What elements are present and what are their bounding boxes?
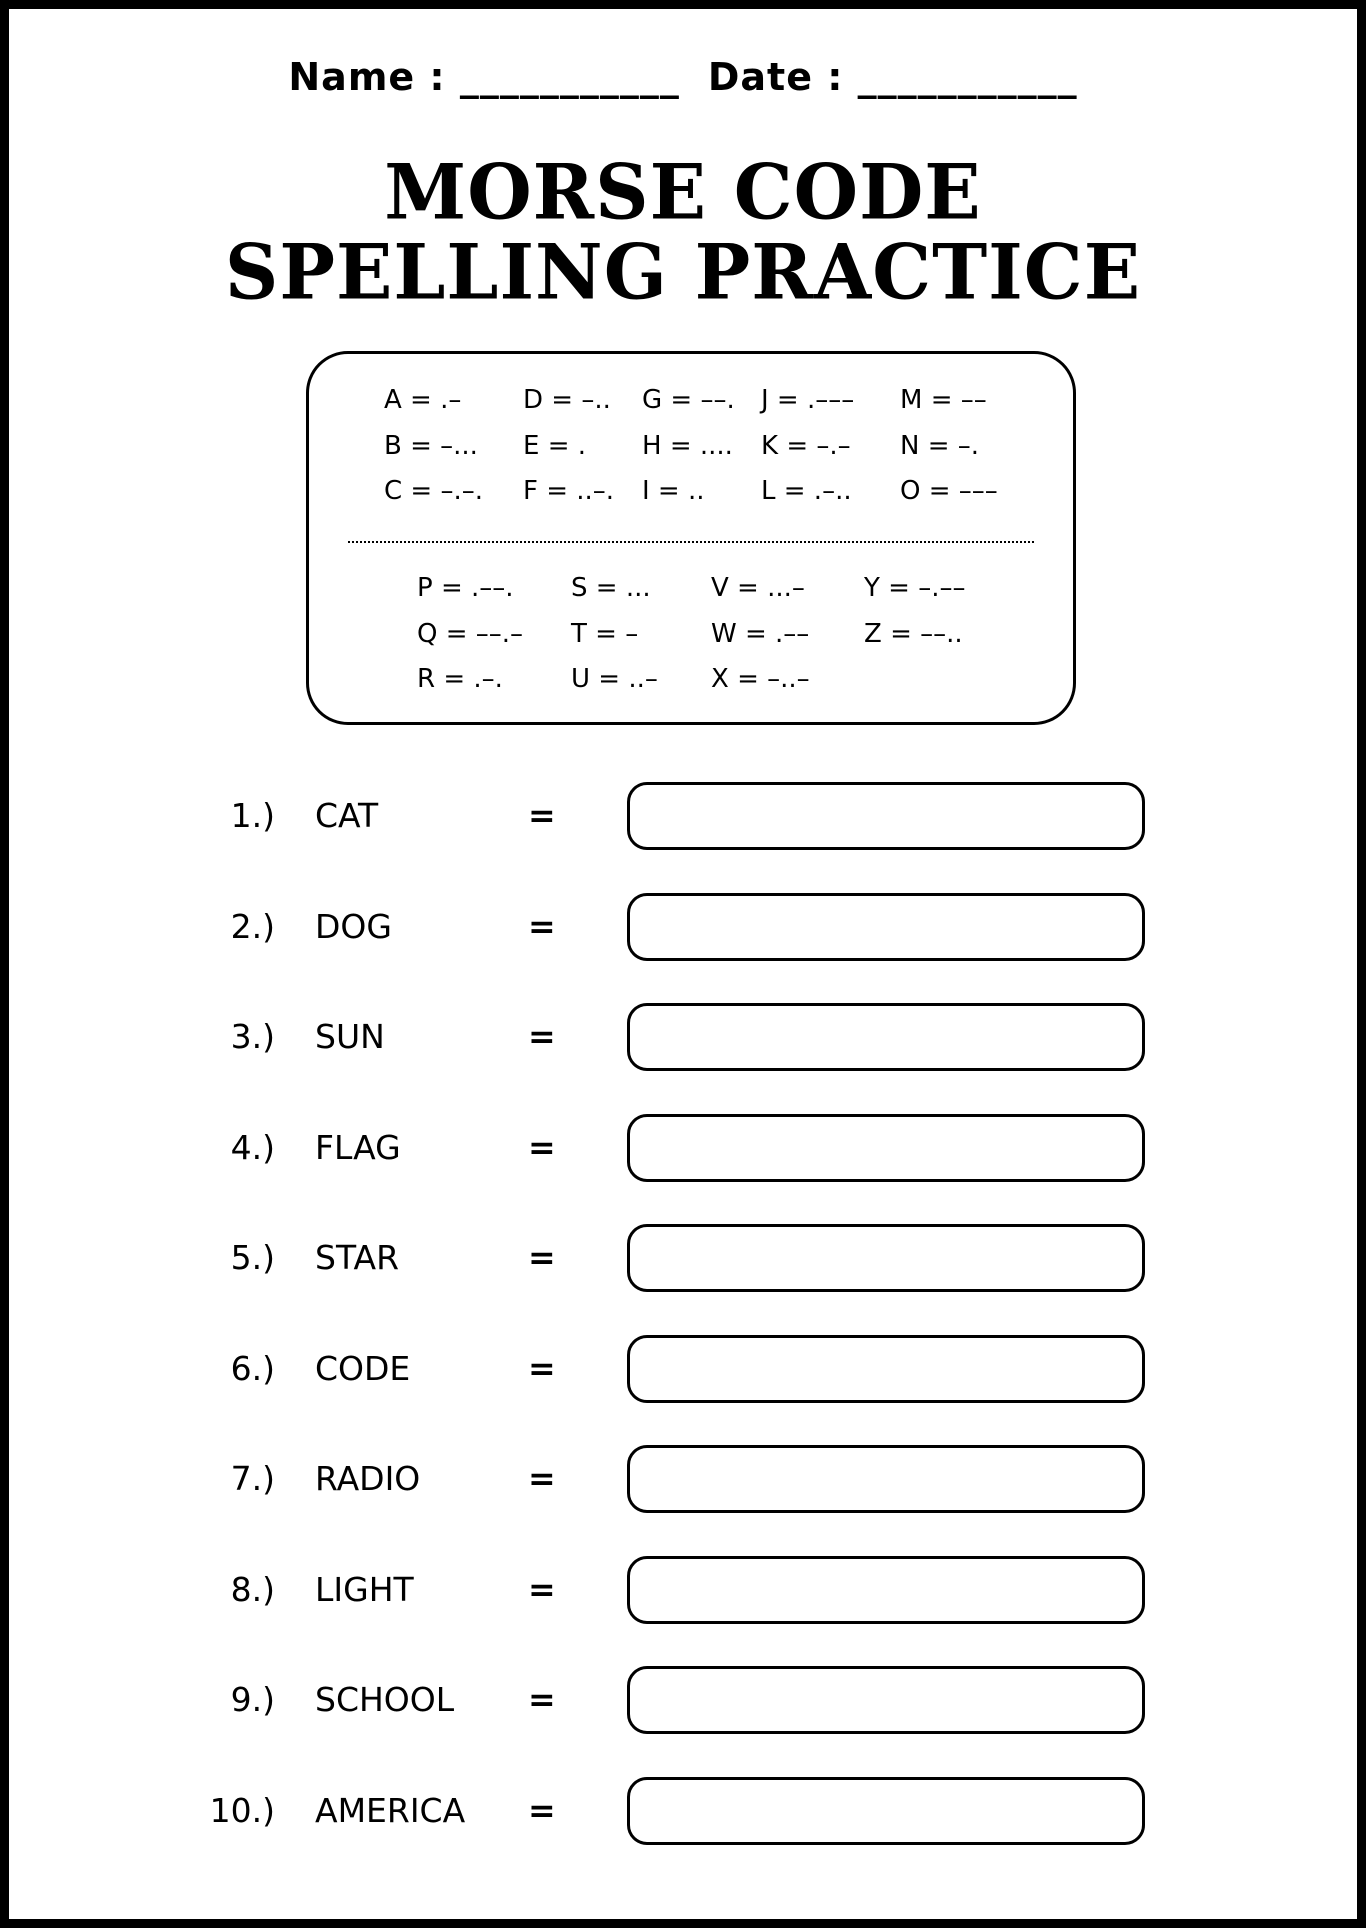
exercise-number: 5.)	[230, 1238, 275, 1277]
key-entry-w: W = .––	[711, 619, 810, 649]
exercise-row	[9, 1556, 1357, 1624]
key-entry-u: U = ..–	[571, 664, 658, 694]
answer-box[interactable]	[627, 893, 1145, 961]
exercise-number: 2.)	[230, 907, 275, 946]
key-entry-r: R = .–.	[417, 664, 503, 694]
exercise-number: 8.)	[230, 1570, 275, 1609]
key-entry-p: P = .––.	[417, 573, 514, 603]
header-line	[9, 55, 1357, 99]
key-entry-b: B = –...	[384, 431, 478, 461]
exercise-word: AMERICA	[315, 1791, 466, 1830]
key-entry-a: A = .–	[384, 385, 462, 415]
key-entry-v: V = ...–	[711, 573, 805, 603]
answer-box[interactable]	[627, 1666, 1145, 1734]
exercise-word: FLAG	[315, 1128, 401, 1167]
exercise-row	[9, 1777, 1357, 1845]
key-entry-m: M = ––	[900, 385, 987, 415]
key-entry-o: O = –––	[900, 476, 998, 506]
exercise-number: 9.)	[230, 1680, 275, 1719]
exercise-number: 7.)	[230, 1459, 275, 1498]
answer-box[interactable]	[627, 1003, 1145, 1071]
answer-box[interactable]	[627, 1224, 1145, 1292]
key-entry-z: Z = ––..	[864, 619, 963, 649]
exercise-row	[9, 1224, 1357, 1292]
morse-key-box	[306, 351, 1076, 725]
key-entry-g: G = ––.	[642, 385, 735, 415]
exercise-word: CAT	[315, 796, 379, 835]
exercise-word: CODE	[315, 1349, 411, 1388]
exercise-number: 4.)	[230, 1128, 275, 1167]
exercise-word: SCHOOL	[315, 1680, 455, 1719]
key-entry-n: N = –.	[900, 431, 980, 461]
title-line-1: MORSE CODE	[384, 149, 982, 237]
exercise-row	[9, 1335, 1357, 1403]
exercise-number: 3.)	[230, 1017, 275, 1056]
answer-box[interactable]	[627, 782, 1145, 850]
date-field[interactable]: Date : ___________	[707, 55, 1078, 99]
key-entry-s: S = ...	[571, 573, 651, 603]
key-entry-j: J = .–––	[761, 385, 855, 415]
key-entry-t: T = –	[571, 619, 639, 649]
key-entry-q: Q = ––.–	[417, 619, 524, 649]
exercise-row	[9, 1666, 1357, 1734]
key-entry-c: C = –.–.	[384, 476, 483, 506]
exercise-row	[9, 1114, 1357, 1182]
exercise-word: LIGHT	[315, 1570, 414, 1609]
answer-box[interactable]	[627, 1556, 1145, 1624]
exercise-row	[9, 782, 1357, 850]
answer-box[interactable]	[627, 1335, 1145, 1403]
key-entry-y: Y = –.––	[864, 573, 966, 603]
equals-sign: =	[528, 907, 556, 946]
equals-sign: =	[528, 1349, 556, 1388]
exercise-word: SUN	[315, 1017, 385, 1056]
answer-box[interactable]	[627, 1445, 1145, 1513]
exercise-word: RADIO	[315, 1459, 421, 1498]
equals-sign: =	[528, 1791, 556, 1830]
equals-sign: =	[528, 1238, 556, 1277]
exercise-number: 1.)	[230, 796, 275, 835]
equals-sign: =	[528, 1128, 556, 1167]
key-entry-d: D = –..	[523, 385, 611, 415]
answer-box[interactable]	[627, 1777, 1145, 1845]
exercise-word: STAR	[315, 1238, 400, 1277]
equals-sign: =	[528, 1459, 556, 1498]
equals-sign: =	[528, 1017, 556, 1056]
key-entry-l: L = .–..	[761, 476, 852, 506]
key-entry-k: K = –.–	[761, 431, 851, 461]
title-line-2: SPELLING PRACTICE	[224, 229, 1142, 317]
key-entry-h: H = ....	[642, 431, 733, 461]
exercise-number: 6.)	[230, 1349, 275, 1388]
exercise-row	[9, 1445, 1357, 1513]
equals-sign: =	[528, 1570, 556, 1609]
name-field[interactable]: Name : ___________	[288, 55, 680, 99]
answer-box[interactable]	[627, 1114, 1145, 1182]
equals-sign: =	[528, 796, 556, 835]
equals-sign: =	[528, 1680, 556, 1719]
key-entry-e: E = .	[523, 431, 587, 461]
key-entry-x: X = –..–	[711, 664, 810, 694]
exercise-row	[9, 1003, 1357, 1071]
exercise-number: 10.)	[209, 1791, 275, 1830]
exercise-word: DOG	[315, 907, 392, 946]
key-divider	[348, 541, 1034, 543]
exercise-row	[9, 893, 1357, 961]
key-entry-f: F = ..–.	[523, 476, 615, 506]
key-entry-i: I = ..	[642, 476, 705, 506]
